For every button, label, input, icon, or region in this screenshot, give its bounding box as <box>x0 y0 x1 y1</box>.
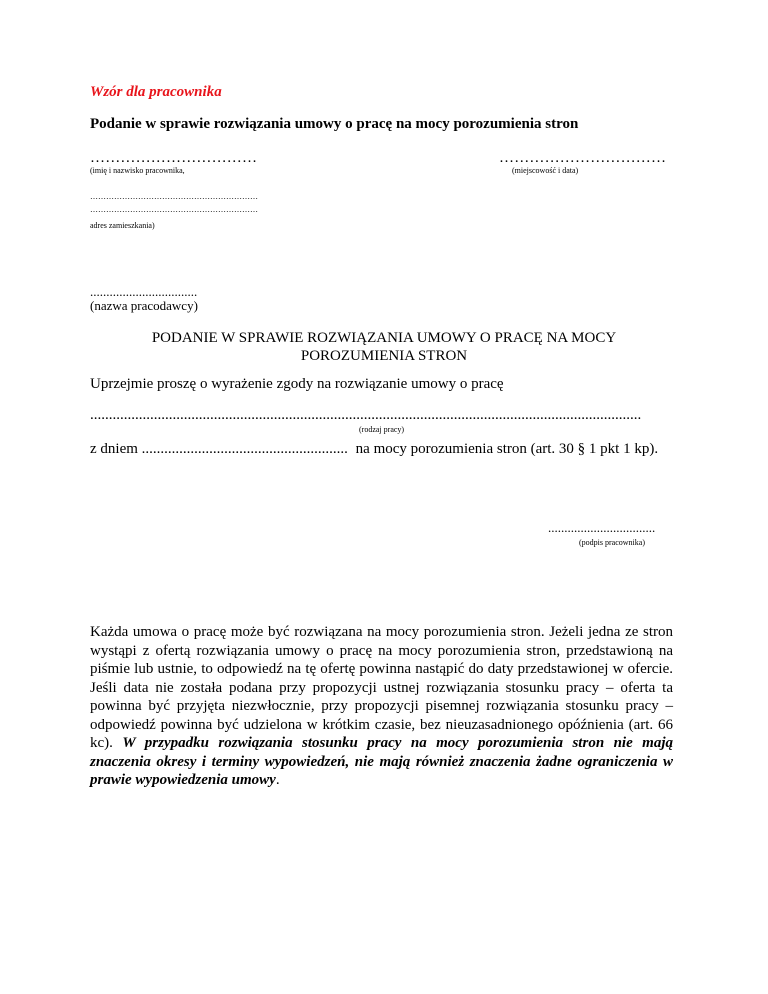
employee-name-caption: (imię i nazwisko pracownika, <box>90 166 185 175</box>
info-paragraph-emphasis: W przypadku rozwiązania stosunku pracy na mocy porozumienia stron nie mają znaczenia okresy i terminy wypowiedzeń, nie mają również znaczenia żadne ograniczenia w prawie wypowiedzenia umowy <box>90 735 673 788</box>
document-title <box>0 329 768 365</box>
work-type-dots: ................................................................................................................................................... <box>90 407 642 423</box>
request-text: Uprzejmie proszę o wyrażenie zgody na rozwiązanie umowy o pracę <box>90 376 504 392</box>
place-date-caption: (miejscowość i data) <box>512 166 579 175</box>
document-title-line-2: POROZUMIENIA STRON <box>300 348 468 364</box>
employee-name-dots: …………………………… <box>90 150 258 166</box>
employer-caption: (nazwa pracodawcy) <box>90 298 198 313</box>
date-line <box>90 441 658 458</box>
template-label: Wzór dla pracownika <box>90 84 222 100</box>
place-date-dots: …………………………… <box>499 150 667 166</box>
info-paragraph <box>90 623 673 790</box>
work-type-caption: (rodzaj pracy) <box>359 425 405 434</box>
signature-caption: (podpis pracownika) <box>579 538 645 547</box>
address-line-2: ……………………………………………………… <box>90 205 258 214</box>
info-paragraph-text: Każda umowa o pracę może być rozwiązana na mocy porozumienia stron. Jeżeli jedna ze stron wystąpi z ofertą rozwiązania umowy o pracę na mocy porozumienia stron, przedstawioną na piśmie lub ustnie, to odpowiedź na tę ofertę powinna nastąpić do daty przedstawionej w ofercie. Jeśli data nie została podana przy propozycji ustnej rozwiązania stosunku pracy – oferta ta powinna być przyjęta niezwłocznie, przy propozycji pisemnej rozwiązania stosunku pracy – odpowiedź powinna być udzielona w krótkim czasie, bez nieuzasadnionego opóźnienia (art. 66 kc). <box>90 624 673 751</box>
date-line-prefix: z dniem <box>90 441 138 457</box>
date-line-dots: ....................................................... <box>141 441 348 457</box>
employer-dots: ................................. <box>90 284 198 299</box>
subject-line: Podanie w sprawie rozwiązania umowy o pracę na mocy porozumienia stron <box>90 116 579 132</box>
address-caption: adres zamieszkania) <box>90 221 155 230</box>
date-line-suffix: na mocy porozumienia stron (art. 30 § 1 pkt 1 kp). <box>355 441 659 457</box>
address-line-1: ……………………………………………………… <box>90 192 258 201</box>
document-title-line-1: PODANIE W SPRAWIE ROZWIĄZANIA UMOWY O PRACĘ NA MOCY <box>151 330 617 346</box>
info-paragraph-end: . <box>275 772 280 788</box>
signature-dots: ................................. <box>548 520 656 535</box>
